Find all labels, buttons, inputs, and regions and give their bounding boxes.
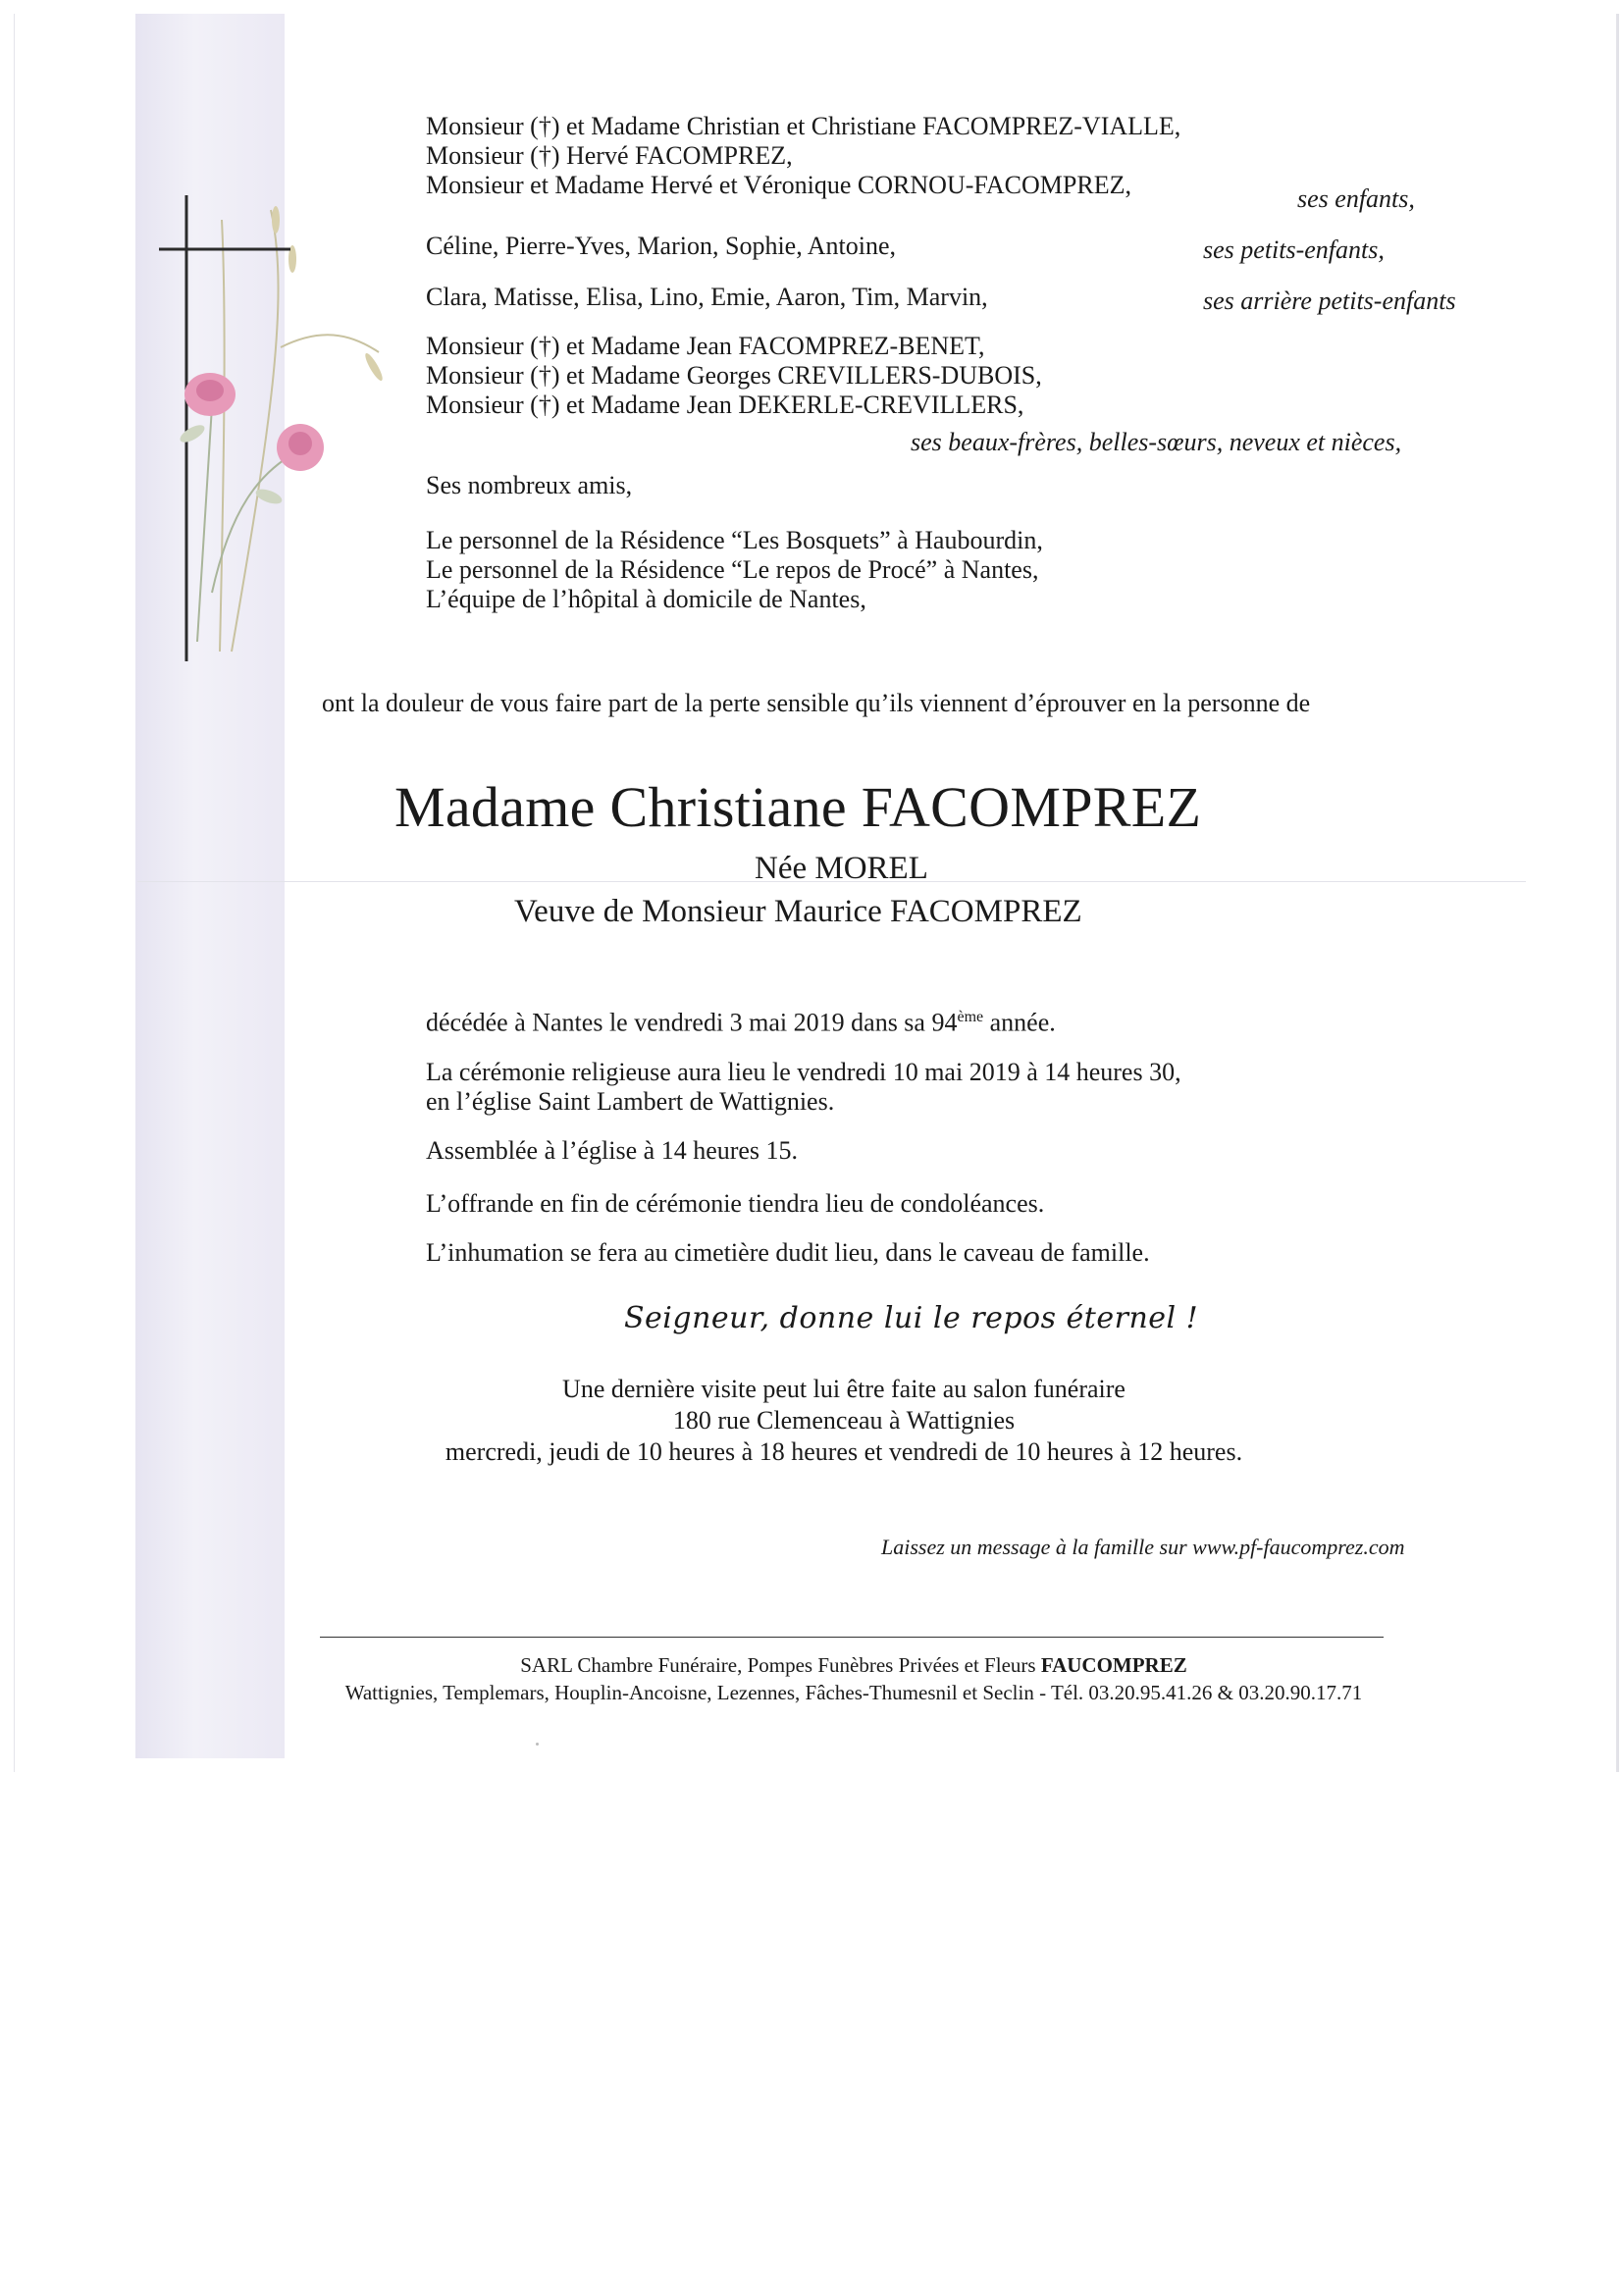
deceased-widow-of: Veuve de Monsieur Maurice FACOMPREZ — [514, 894, 1082, 929]
death-prefix: décédée à Nantes le vendredi 3 mai 2019 dans sa 94 — [426, 1008, 958, 1037]
staff-line: Le personnel de la Résidence “Le repos de Procé” à Nantes, — [426, 555, 1039, 584]
family-line: Monsieur (†) Hervé FACOMPREZ, — [426, 141, 793, 170]
footer-rule — [320, 1637, 1384, 1638]
staff-line: Le personnel de la Résidence “Les Bosquets” à Haubourdin, — [426, 526, 1043, 554]
death-details — [426, 1003, 1056, 1038]
death-suffix: année. — [983, 1008, 1056, 1037]
relation-grandchildren: ses petits-enfants, — [1203, 235, 1385, 264]
footer-company-name: FAUCOMPREZ — [1040, 1653, 1187, 1677]
relation-great-grandchildren: ses arrière petits-enfants — [1203, 287, 1456, 315]
family-line: Clara, Matisse, Elisa, Lino, Emie, Aaron, Tim, Marvin, — [426, 283, 988, 311]
prayer-text: Seigneur, donne lui le repos éternel ! — [624, 1301, 1199, 1335]
family-line: Monsieur (†) et Madame Jean DEKERLE-CREVILLERS, — [426, 391, 1024, 419]
ceremony-line: en l’église Saint Lambert de Wattignies. — [426, 1087, 835, 1116]
burial-line: L’inhumation se fera au cimetière dudit lieu, dans le caveau de famille. — [426, 1238, 1150, 1267]
family-line: Monsieur (†) et Madame Jean FACOMPREZ-BENET, — [426, 332, 985, 360]
ceremony-line: La cérémonie religieuse aura lieu le vendredi 10 mai 2019 à 14 heures 30, — [426, 1058, 1181, 1086]
offering-line: L’offrande en fin de cérémonie tiendra lieu de condoléances. — [426, 1189, 1045, 1218]
footer-company — [294, 1652, 1413, 1678]
assembly-line: Assemblée à l’église à 14 heures 15. — [426, 1136, 799, 1165]
announcement-text: ont la douleur de vous faire part de la perte sensible qu’ils viennent d’éprouver en la personne de — [322, 689, 1311, 717]
visit-line: 180 rue Clemenceau à Wattignies — [672, 1406, 1016, 1435]
cross-and-roses-illustration — [153, 181, 416, 671]
friends-line: Ses nombreux amis, — [426, 471, 633, 499]
visit-line: Une dernière visite peut lui être faite au salon funéraire — [562, 1375, 1126, 1403]
leaves — [178, 422, 284, 507]
footer-locations: Wattignies, Templemars, Houplin-Ancoisne, Lezennes, Fâches-Thumesnil et Seclin - Tél. 03.20.95.41.26 & 03.20.90.17.71 — [344, 1681, 1363, 1704]
visit-line: mercredi, jeudi de 10 heures à 18 heures et vendredi de 10 heures à 12 heures. — [445, 1437, 1243, 1466]
relation-children: ses enfants, — [1297, 184, 1415, 213]
death-superscript: ème — [957, 1009, 984, 1025]
staff-line: L’équipe de l’hôpital à domicile de Nantes, — [426, 585, 866, 613]
deceased-name: Madame Christiane FACOMPREZ — [394, 775, 1202, 839]
family-line: Céline, Pierre-Yves, Marion, Sophie, Antoine, — [426, 232, 897, 260]
family-line: Monsieur (†) et Madame Christian et Christiane FACOMPREZ-VIALLE, — [426, 112, 1181, 140]
family-line: Monsieur (†) et Madame Georges CREVILLERS-DUBOIS, — [426, 361, 1042, 390]
deceased-maiden-name: Née MOREL — [755, 851, 928, 886]
online-message: Laissez un message à la famille sur www.pf-faucomprez.com — [881, 1535, 1405, 1559]
footer-company-prefix: SARL Chambre Funéraire, Pompes Funèbres Privées et Fleurs — [520, 1653, 1041, 1677]
speck — [536, 1743, 539, 1746]
relation-in-laws: ses beaux-frères, belles-sœurs, neveux et nièces, — [911, 428, 1402, 456]
rose-stems — [197, 406, 290, 642]
rose-icon — [184, 373, 324, 471]
family-line: Monsieur et Madame Hervé et Véronique CORNOU-FACOMPREZ, — [426, 171, 1131, 199]
